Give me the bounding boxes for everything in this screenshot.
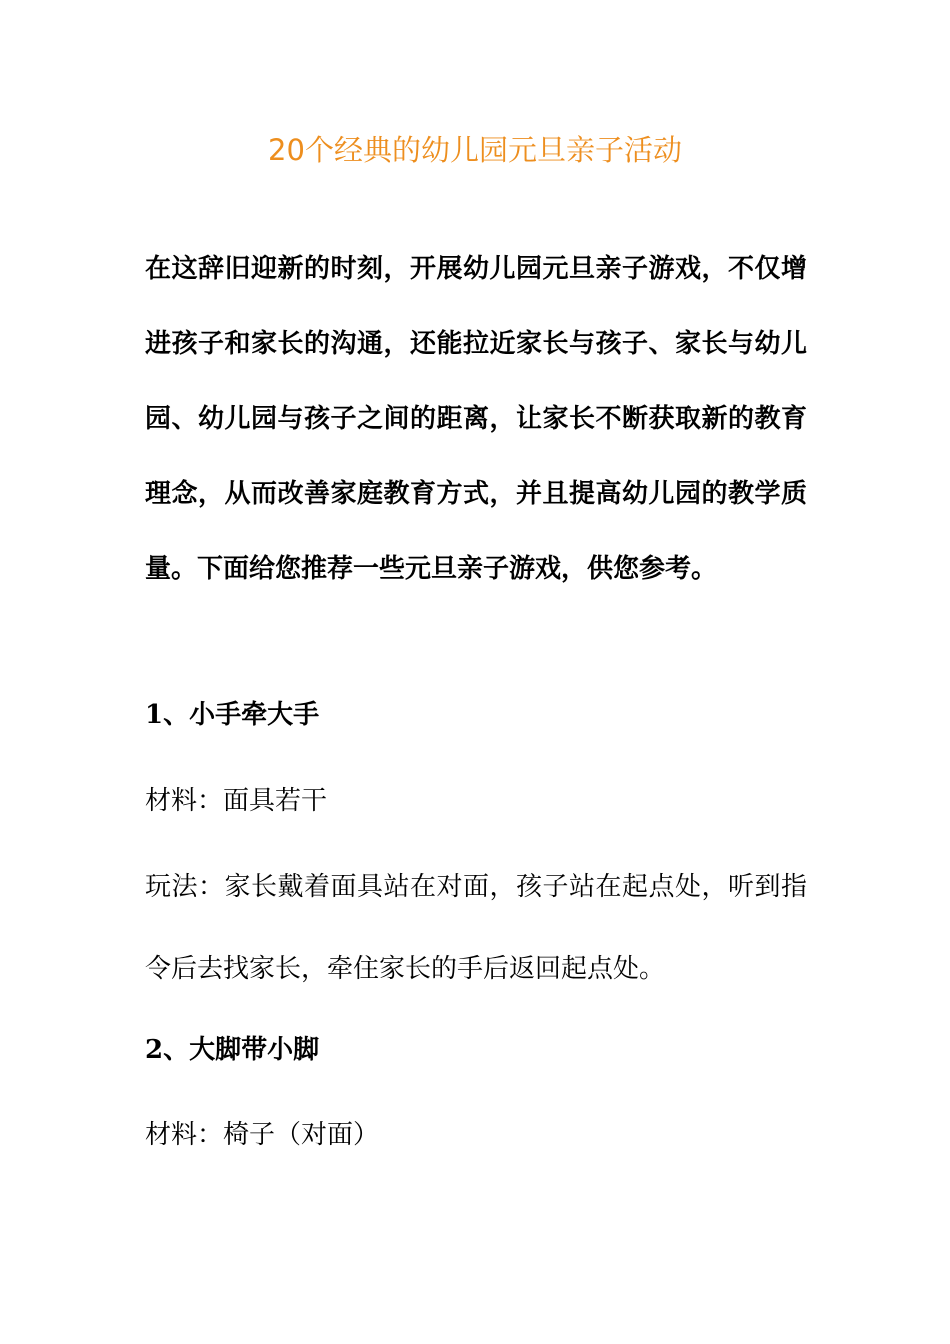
document-title: 20个经典的幼儿园元旦亲子活动 [268, 133, 682, 167]
section-heading-1: 1、小手牵大手 [145, 700, 320, 730]
section-heading-2: 2、大脚带小脚 [145, 1035, 320, 1065]
section-2-material: 材料：椅子（对面） [145, 1120, 380, 1150]
section-1-play: 玩法：家长戴着面具站在对面，孩子站在起点处，听到指令后去找家长，牵住家长的手后返回起点处。 [145, 872, 807, 984]
section-1-material: 材料：面具若干 [145, 786, 328, 816]
intro-paragraph: 在这辞旧迎新的时刻，开展幼儿园元旦亲子游戏，不仅增进孩子和家长的沟通，还能拉近家长与孩子、家长与幼儿园、幼儿园与孩子之间的距离，让家长不断获取新的教育理念，从而改善家庭教育方式，并且提高幼儿园的教学质量。下面给您推荐一些元旦亲子游戏，供您参考。 [145, 254, 807, 584]
